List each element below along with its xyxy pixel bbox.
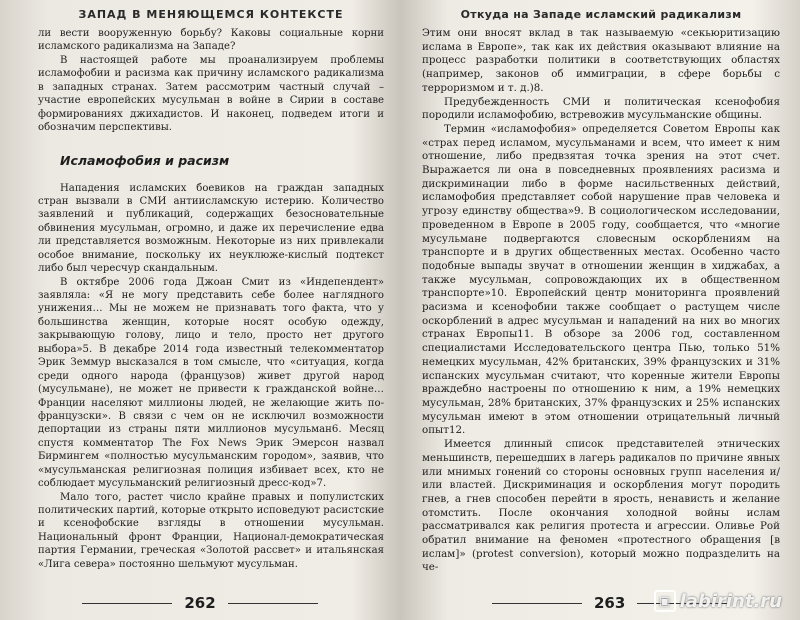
left-paragraph: В октябре 2006 года Джоан Смит из «Индепендент» заявляла: «Я не могу представить себе более наглядного унижения… Мы не можем не признавать того факта, что у большинства женщин, которые носят особую одежду, закрывающую голову, лицо и тело, просто нет другого выбора»5. В декабре 2014 года известный телекомментатор Эрик Земмур высказался в том смысле, что «ситуация, когда среди одного народа (французов) живет другой народ (мусульмане), не может не привести к гражданской войне… Франции населяют миллионы людей, не желающие жить по-французски». В связи с чем он не исключил возможности депортации из страны пяти миллионов мусульман6. Месяц спустя комментатор The Fox News Эрик Эмерсон назвал Бирмингем «полностью мусульманским городом», заявив, что «мусульманская религиозная полиция избивает всех, кто не соблюдает мусульманский религиозный дресс-код»7. <box>38 276 384 490</box>
left-paragraph: ли вести вооруженную борьбу? Каковы социальные корни исламского радикализма на Западе? <box>38 28 384 53</box>
labyrinth-logo-icon: ▣ <box>654 590 676 612</box>
right-body <box>422 27 780 575</box>
footer-rule <box>492 603 582 604</box>
left-paragraph: Мало того, растет число крайне правых и популистских политических партий, которые открыто исповедуют расистские и ксенофобские взгляды в отношении мусульман. Национальный фронт Франции, Национал-демократическая партия Германии, греческая «Золотой рассвет» и итальянская «Лига севера» постоянно шельмуют мусульман. <box>38 491 384 570</box>
site-watermark <box>654 590 782 612</box>
right-paragraph: Имеется длинный список представителей этнических меньшинств, перешедших в лагерь радикалов по причине явных или мнимых гонений со стороны основных групп населения и/или властей. Дискриминация и оскорбления могут породить гнев, а гнев способен перейти в ярость, ненависть и желание отомстить. После окончания холодной войны ислам рассматривался как религия протеста и агрессии. Оливье Рой обратил внимание на феномен «протестного обращения [в ислам]» (protest conversion), который можно подразделить на че- <box>422 438 780 574</box>
left-paragraph: В настоящей работе мы проанализируем проблемы исламофобии и расизма как причину исламского радикализма в западных странах. Затем рассмотрим частный случай – участие европейских мусульман в войне в Сирии в составе формированиях джихадистов. И наконец, подведем итоги и обозначим перспективы. <box>38 54 384 134</box>
footer-rule <box>228 603 318 604</box>
right-running-head: Откуда на Западе исламский радикализм <box>460 8 742 21</box>
right-page <box>400 0 800 620</box>
right-paragraph: Этим они вносят вклад в так называемую «секьюритизацию ислама в Европе», так как их действия оказывают влияние на процесс разработки политики в соответствующих областях (например, законов об иммиграции, в сфере борьбы с терроризмом и т. д.)8. <box>422 27 780 94</box>
right-paragraph: Термин «исламофобия» определяется Советом Европы как «страх перед исламом, мусульманами и всем, что имеет к ним отношение, либо предвзятая точка зрения на этот счет. Выражается ли она в повседневных проявлениях расизма и дискриминации либо в форме насильственных действий, исламофобия представляет собой нарушение прав человека и угрозу единству общества»9. В социологическом исследовании, проведенном в Европе в 2005 году, сообщается, что «многие мусульмане подвергаются словесным оскорблениям на транспорте и в других общественных местах. Особенно часто подобные выпады звучат в отношении женщин в хиджабах, а также мусульман, сопровождающих их в общественном транспорте»10. Европейский центр мониторинга проявлений расизма и ксенофобии также сообщает о растущем числе оскорблений в адрес мусульман и нападений на них во многих странах Европы11. В обзоре за 2006 год, составленном специалистами Исследовательского центра Пью, только 51% немецких мусульман, 42% британских, 39% французских и 31% испанских мусульман считают, что коренные жители Европы враждебно настроены по отношению к ним, а 19% немецких мусульман, 28% британских, 37% французских и 25% испанских мусульман имеют в этом отношении отрицательный личный опыт12. <box>422 122 780 437</box>
watermark-text: labirint.ru <box>679 590 782 612</box>
right-page-number: 263 <box>594 594 626 612</box>
right-paragraph: Предубежденность СМИ и политическая ксенофобия породили исламофобию, встревожив мусульманские общины. <box>422 95 780 122</box>
left-page-footer <box>0 594 400 612</box>
left-running-head: ЗАПАД В МЕНЯЮЩЕМСЯ КОНТЕКСТЕ <box>78 8 344 21</box>
section-title: Исламофобия и расизм <box>60 152 230 168</box>
left-paragraph: Нападения исламских боевиков на граждан западных стран вызвали в СМИ антиисламскую истерию. Количество заявлений и публикаций, содержащих безосновательные обвинения мусульман, огромно, и даже их перечисление едва ли представляется возможным. Некоторые из них привлекали особое внимание, поскольку их неуклюже-кислый подтекст либо был чересчур скандальным. <box>38 182 384 275</box>
left-page-number: 262 <box>184 594 216 612</box>
footer-rule <box>82 603 172 604</box>
left-body <box>38 27 384 571</box>
